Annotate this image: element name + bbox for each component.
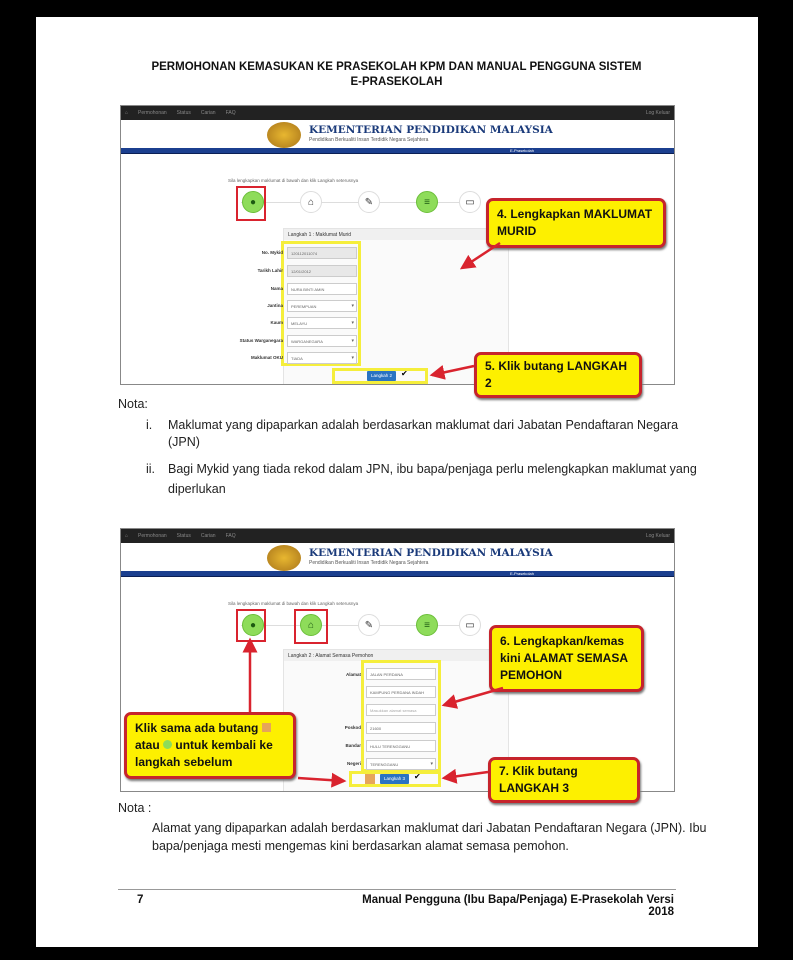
label-negeri: Negeri xyxy=(346,761,361,766)
nav-permohonan[interactable]: Permohonan xyxy=(138,110,167,116)
note1-heading: Nota: xyxy=(118,397,148,411)
nav-status[interactable]: Status xyxy=(176,533,191,539)
highlight-back-step xyxy=(236,609,266,642)
step-pencil-icon[interactable]: ✎ xyxy=(358,614,380,636)
nav-faq[interactable]: FAQ xyxy=(225,533,236,539)
note1-item2-cont: diperlukan xyxy=(168,482,226,496)
home-icon[interactable]: ⌂ xyxy=(125,110,129,116)
step-pencil-icon[interactable]: ✎ xyxy=(358,191,380,213)
step-home-icon[interactable]: ⌂ xyxy=(300,614,322,636)
nav-carian[interactable]: Carian xyxy=(200,110,216,116)
ministry-tagline: Pendidikan Berkualiti Insan Terdidik Negara Sejahtera xyxy=(309,137,429,143)
instruction-text: Sila lengkapkan maklumat di bawah dan klik Langkah seterusnya xyxy=(228,601,359,606)
note2-text: Alamat yang dipaparkan adalah berdasarkan maklumat dari Jabatan Pendaftaran Negara (JPN). Ibu xyxy=(152,821,707,835)
callout-step7: 7. Klik butang LANGKAH 3 xyxy=(488,757,640,803)
note1-item1-cont: (JPN) xyxy=(168,435,200,449)
step-list-icon[interactable]: ≡ xyxy=(416,614,438,636)
mykid-field: 120112011074 xyxy=(287,247,357,259)
step-circle-icon xyxy=(163,740,172,749)
callout-back-text2: atau xyxy=(135,738,160,752)
label-nama: Nama xyxy=(270,286,283,291)
doc-title-line1: PERMOHONAN KEMASUKAN KE PRASEKOLAH KPM DAN MANUAL PENGGUNA SISTEM xyxy=(151,61,642,73)
state-select[interactable]: TERENGGANU ▾ xyxy=(366,758,436,770)
callout-step5: 5. Klik butang LANGKAH 2 xyxy=(474,352,642,398)
logout-link[interactable]: Log Keluar xyxy=(645,110,670,116)
check-icon: ✔ xyxy=(414,772,421,781)
callout-back-text1: Klik sama ada butang xyxy=(135,721,259,735)
nav-status[interactable]: Status xyxy=(176,110,191,116)
callout-step4: 4. Lengkapkan MAKLUMAT MURID xyxy=(486,198,666,248)
step-home-icon[interactable]: ⌂ xyxy=(300,191,322,213)
logout-link[interactable]: Log Keluar xyxy=(645,533,670,539)
step-list-icon[interactable]: ≡ xyxy=(416,191,438,213)
address-line3-input[interactable]: Masukkan alamat semasa xyxy=(366,704,436,716)
oku-select[interactable]: TIADA ▾ xyxy=(287,352,357,364)
step-user-icon[interactable]: ● xyxy=(242,614,264,636)
address-line1-input[interactable]: JALAN PERDANA xyxy=(366,668,436,680)
label-jantina: Jantina xyxy=(267,303,283,308)
nav-faq[interactable]: FAQ xyxy=(225,110,236,116)
top-nav xyxy=(121,106,674,120)
langkah-2-button[interactable]: Langkah 2 xyxy=(367,371,396,381)
label-tarikh-lahir: Tarikh Lahir xyxy=(257,268,283,273)
note1-num-ii: ii. xyxy=(146,462,156,476)
home-icon[interactable]: ⌂ xyxy=(125,533,129,539)
callout-step6: 6. Lengkapkan/kemas kini ALAMAT SEMASA PEMOHON xyxy=(489,625,644,692)
back-button[interactable] xyxy=(365,774,375,784)
ministry-tagline: Pendidikan Berkualiti Insan Terdidik Negara Sejahtera xyxy=(309,560,429,566)
note2-text-cont: bapa/penjaga mesti mengemas kini berdasarkan alamat semasa pemohon. xyxy=(152,839,569,853)
step-user-icon[interactable]: ● xyxy=(242,191,264,213)
name-input[interactable]: NURA BINTI AMIN xyxy=(287,283,357,295)
step-card-icon[interactable]: ▭ xyxy=(459,191,481,213)
doc-title-line2: E-PRASEKOLAH xyxy=(350,76,443,88)
label-poskod: Poskod xyxy=(344,725,361,730)
panel-title: Langkah 1 : Maklumat Murid xyxy=(284,229,508,240)
label-oku: Maklumat OKU xyxy=(250,355,283,360)
label-bandar: Bandar xyxy=(345,743,361,748)
nav-carian[interactable]: Carian xyxy=(200,533,216,539)
ministry-logo xyxy=(267,122,301,148)
page-number: 7 xyxy=(137,894,144,906)
label-alamat: Alamat xyxy=(345,672,361,677)
callout-back xyxy=(124,712,296,779)
nav-permohonan[interactable]: Permohonan xyxy=(138,533,167,539)
callout-back-text3: untuk kembali ke langkah sebelum xyxy=(135,738,273,769)
note1-item2: Bagi Mykid yang tiada rekod dalam JPN, ibu bapa/penjaga perlu melengkapkan maklumat yang xyxy=(168,462,697,476)
check-icon: ✔ xyxy=(401,369,408,378)
system-bar: E-Prasekolah xyxy=(121,571,674,577)
back-button-icon xyxy=(262,723,271,732)
note1-item1: Maklumat yang dipaparkan adalah berdasarkan maklumat dari Jabatan Pendaftaran Negara xyxy=(168,418,679,432)
citizenship-select[interactable]: WARGANEGARA ▾ xyxy=(287,335,357,347)
langkah-3-button[interactable]: Langkah 3 xyxy=(380,774,409,784)
panel-title: Langkah 2 : Alamat Semasa Pemohon xyxy=(284,650,508,661)
ministry-logo xyxy=(267,545,301,571)
gender-select[interactable]: PEREMPUAN ▾ xyxy=(287,300,357,312)
step-card-icon[interactable]: ▭ xyxy=(459,614,481,636)
note1-num-i: i. xyxy=(146,418,153,432)
footer-text: Manual Pengguna (Ibu Bapa/Penjaga) E-Prasekolah Versi 2018 xyxy=(362,894,674,918)
label-kaum: Kaum xyxy=(270,320,283,325)
postcode-input[interactable]: 21600 xyxy=(366,722,436,734)
ministry-name: KEMENTERIAN PENDIDIKAN MALAYSIA xyxy=(309,547,553,559)
race-select[interactable]: MELAYU ▾ xyxy=(287,317,357,329)
instruction-text: Sila lengkapkan maklumat di bawah dan klik Langkah seterusnya xyxy=(228,178,359,183)
system-bar: E-Prasekolah xyxy=(121,148,674,154)
dob-field: 12/01/2012 xyxy=(287,265,357,277)
label-warganegara: Status Warganegara xyxy=(239,338,283,343)
highlight-current-step xyxy=(294,609,328,644)
ministry-name: KEMENTERIAN PENDIDIKAN MALAYSIA xyxy=(309,124,553,136)
footer-divider xyxy=(118,889,676,890)
note2-heading: Nota : xyxy=(118,801,152,815)
city-input[interactable]: HULU TERENGGANU xyxy=(366,740,436,752)
address-line2-input[interactable]: KAMPUNG PERDANA INDAH xyxy=(366,686,436,698)
label-mykid: No. Mykid xyxy=(261,250,283,255)
highlight-step1 xyxy=(236,186,266,221)
